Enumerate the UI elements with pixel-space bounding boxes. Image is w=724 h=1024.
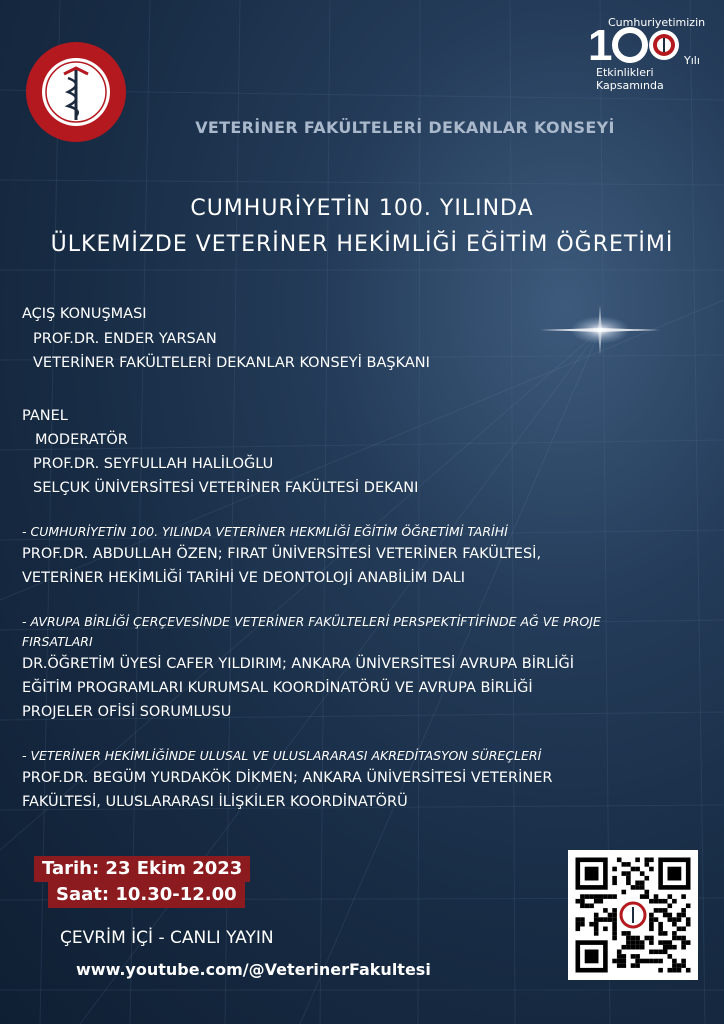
qr-module (649, 899, 654, 904)
talk-topic: - VETERİNER HEKİMLİĞİNDE ULUSAL VE ULUSLARARASI AKREDİTASYON SÜREÇLERİ (22, 748, 542, 763)
qr-module (603, 927, 608, 932)
qr-module (663, 908, 668, 913)
qr-module (594, 913, 599, 918)
qr-module (668, 954, 673, 959)
qr-module (672, 922, 677, 927)
qr-module (668, 904, 673, 909)
qr-module (658, 927, 663, 932)
qr-module (649, 913, 654, 918)
qr-module (626, 931, 631, 936)
qr-module (622, 871, 627, 876)
qr-module (658, 922, 663, 927)
qr-module (654, 894, 659, 899)
qr-module (626, 936, 631, 941)
qr-module (617, 963, 622, 968)
centennial-top-text: Cumhuriyetimizin (608, 16, 706, 29)
qr-module (617, 858, 622, 863)
opening-speaker-role: VETERİNER FAKÜLTELERİ DEKANLAR KONSEYİ BAŞKANI (33, 355, 430, 371)
qr-module (585, 904, 590, 909)
qr-module (631, 940, 636, 945)
qr-module (686, 940, 691, 945)
qr-module (599, 917, 604, 922)
qr-module (668, 894, 673, 899)
qr-module (612, 959, 617, 964)
qr-module (649, 858, 654, 863)
qr-code[interactable] (568, 850, 698, 980)
qr-module (640, 871, 645, 876)
qr-module (654, 917, 659, 922)
qr-module (663, 945, 668, 950)
qr-module (645, 894, 650, 899)
qr-module (580, 899, 585, 904)
qr-module (658, 908, 663, 913)
qr-module (645, 959, 650, 964)
qr-module (626, 945, 631, 950)
council-title: VETERİNER FAKÜLTELERİ DEKANLAR KONSEYİ (195, 118, 615, 137)
vefdek-logo (24, 40, 128, 144)
event-title-line-1: CUMHURİYETİN 100. YILINDA (190, 196, 534, 221)
qr-module (645, 890, 650, 895)
qr-module (686, 917, 691, 922)
qr-module (631, 963, 636, 968)
qr-module (649, 940, 654, 945)
qr-module (576, 917, 581, 922)
qr-module (677, 927, 682, 932)
qr-module (635, 885, 640, 890)
qr-module (626, 871, 631, 876)
qr-module (663, 950, 668, 955)
qr-module (640, 959, 645, 964)
qr-module (668, 945, 673, 950)
qr-module (640, 885, 645, 890)
qr-module (677, 963, 682, 968)
qr-module (663, 899, 668, 904)
qr-module (672, 963, 677, 968)
qr-module (617, 959, 622, 964)
qr-module (654, 899, 659, 904)
qr-module (658, 931, 663, 936)
qr-module (612, 913, 617, 918)
qr-module (640, 881, 645, 886)
qr-module (668, 917, 673, 922)
qr-module (663, 940, 668, 945)
qr-module (658, 940, 663, 945)
qr-module (654, 959, 659, 964)
qr-module (603, 917, 608, 922)
qr-module (668, 913, 673, 918)
qr-module (626, 940, 631, 945)
centennial-suffix: Yılı (684, 54, 700, 67)
svg-text:1: 1 (588, 21, 613, 70)
qr-module (585, 894, 590, 899)
qr-module (589, 922, 594, 927)
talk-speaker-line: PROF.DR. ABDULLAH ÖZEN; FIRAT ÜNİVERSİTESİ VETERİNER FAKÜLTESİ, (22, 546, 542, 562)
qr-module (649, 917, 654, 922)
qr-module (668, 940, 673, 945)
qr-module (672, 959, 677, 964)
qr-module (612, 936, 617, 941)
qr-module (635, 940, 640, 945)
qr-module (622, 963, 627, 968)
qr-module (663, 913, 668, 918)
qr-module (622, 862, 627, 867)
qr-module (681, 908, 686, 913)
qr-module (677, 917, 682, 922)
qr-module (626, 876, 631, 881)
moderator-role: SELÇUK ÜNİVERSİTESİ VETERİNER FAKÜLTESİ DEKANI (33, 480, 419, 496)
qr-module (672, 936, 677, 941)
panel-heading: PANEL (22, 408, 68, 424)
qr-module (672, 968, 677, 973)
qr-module (668, 968, 673, 973)
qr-module (681, 894, 686, 899)
qr-module (622, 931, 627, 936)
talk-topic: - AVRUPA BİRLİĞİ ÇERÇEVESİNDE VETERİNER FAKÜLTELERİ PERSPEKTİFTİFİNDE AĞ VE PROJE (22, 614, 601, 629)
qr-module (672, 899, 677, 904)
qr-module (612, 931, 617, 936)
qr-module (672, 917, 677, 922)
qr-module (612, 867, 617, 872)
lens-flare (540, 300, 660, 360)
qr-module (649, 959, 654, 964)
opening-speaker-name: PROF.DR. ENDER YARSAN (33, 331, 217, 347)
qr-module (631, 954, 636, 959)
talk-speaker-line: VETERİNER HEKİMLİĞİ TARİHİ VE DEONTOLOJİ ANABİLİM DALI (22, 570, 466, 586)
talk-topic: - CUMHURİYETİN 100. YILINDA VETERİNER HEKMLİĞİ EĞİTİM ÖĞRETİMİ TARİHİ (22, 524, 508, 539)
qr-module (612, 922, 617, 927)
qr-module (635, 881, 640, 886)
qr-module (677, 968, 682, 973)
qr-module (635, 936, 640, 941)
qr-module (622, 959, 627, 964)
qr-module (686, 904, 691, 909)
qr-module (580, 904, 585, 909)
qr-module (612, 876, 617, 881)
qr-module (649, 950, 654, 955)
moderator-label: MODERATÖR (35, 432, 128, 448)
qr-module (640, 894, 645, 899)
qr-module (626, 881, 631, 886)
qr-module (658, 899, 663, 904)
qr-module (658, 959, 663, 964)
talk-speaker-line: PROF.DR. BEGÜM YURDAKÖK DİKMEN; ANKARA ÜNİVERSİTESİ VETERİNER (22, 770, 553, 786)
qr-module (622, 890, 627, 895)
qr-module (580, 917, 585, 922)
qr-module (681, 959, 686, 964)
qr-code-pattern (568, 850, 698, 980)
qr-module (649, 927, 654, 932)
qr-module (681, 945, 686, 950)
qr-module (608, 913, 613, 918)
qr-module (599, 899, 604, 904)
qr-module (677, 936, 682, 941)
qr-module (617, 954, 622, 959)
qr-module (681, 927, 686, 932)
qr-module (594, 931, 599, 936)
centennial-bottom-text: Etkinlikleri Kapsamında (596, 66, 664, 92)
qr-module (580, 922, 585, 927)
qr-module (654, 950, 659, 955)
qr-module (622, 954, 627, 959)
qr-module (576, 899, 581, 904)
talk-topic-continued: FIRSATLARI (22, 634, 93, 649)
qr-module (576, 922, 581, 927)
qr-module (608, 917, 613, 922)
qr-module (589, 904, 594, 909)
qr-module (681, 963, 686, 968)
qr-module (608, 894, 613, 899)
opening-heading: AÇIŞ KONUŞMASI (22, 306, 147, 322)
qr-module (635, 945, 640, 950)
qr-module (631, 867, 636, 872)
qr-module (672, 931, 677, 936)
qr-module (635, 867, 640, 872)
qr-module (612, 881, 617, 886)
talk-speaker-line: PROJELER OFİSİ SORUMLUSU (22, 704, 232, 720)
qr-module (594, 917, 599, 922)
qr-module (640, 945, 645, 950)
qr-module (594, 922, 599, 927)
time-badge: Saat: 10.30-12.00 (48, 882, 245, 908)
qr-module (640, 940, 645, 945)
qr-module (635, 954, 640, 959)
moderator-name: PROF.DR. SEYFULLAH HALİLOĞLU (33, 456, 274, 472)
qr-module (681, 936, 686, 941)
qr-module (635, 959, 640, 964)
youtube-link[interactable]: www.youtube.com/@VeterinerFakultesi (76, 960, 431, 979)
qr-module (645, 858, 650, 863)
event-title-line-2: ÜLKEMİZDE VETERİNER HEKİMLİĞİ EĞİTİM ÖĞRETİMİ (50, 232, 674, 257)
date-badge: Tarih: 23 Ekim 2023 (34, 856, 250, 882)
qr-module (576, 927, 581, 932)
qr-module (686, 922, 691, 927)
qr-module (658, 950, 663, 955)
qr-module (594, 899, 599, 904)
qr-module (612, 908, 617, 913)
talk-speaker-line: DR.ÖĞRETİM ÜYESİ CAFER YILDIRIM; ANKARA ÜNİVERSİTESİ AVRUPA BİRLİĞİ (22, 656, 574, 672)
qr-module (645, 936, 650, 941)
qr-module (626, 862, 631, 867)
qr-module (622, 945, 627, 950)
qr-module (654, 908, 659, 913)
qr-module (580, 894, 585, 899)
qr-module (631, 945, 636, 950)
qr-module (599, 894, 604, 899)
qr-module (631, 885, 636, 890)
qr-module (589, 894, 594, 899)
qr-module (681, 940, 686, 945)
online-live-label: ÇEVRİM İÇİ - CANLI YAYIN (60, 928, 274, 948)
qr-module (645, 862, 650, 867)
qr-module (635, 963, 640, 968)
qr-module (677, 913, 682, 918)
qr-module (672, 945, 677, 950)
qr-module (658, 968, 663, 973)
qr-module (645, 876, 650, 881)
qr-module (594, 894, 599, 899)
qr-module (603, 894, 608, 899)
qr-module (631, 936, 636, 941)
qr-module (649, 922, 654, 927)
qr-module (612, 894, 617, 899)
qr-module (649, 936, 654, 941)
qr-module (612, 917, 617, 922)
qr-module (681, 913, 686, 918)
qr-module (649, 867, 654, 872)
qr-module (663, 931, 668, 936)
qr-module (617, 950, 622, 955)
qr-module (686, 968, 691, 973)
centennial-logo (588, 14, 712, 92)
qr-module (635, 858, 640, 863)
talk-speaker-line: FAKÜLTESİ, ULUSLARARASI İLİŞKİLER KOORDİNATÖRÜ (22, 794, 408, 810)
qr-module (612, 927, 617, 932)
qr-module (594, 927, 599, 932)
qr-module (603, 908, 608, 913)
talk-speaker-line: EĞİTİM PROGRAMLARI KURUMSAL KOORDİNATÖRÜ VE AVRUPA BİRLİĞİ (22, 680, 533, 696)
